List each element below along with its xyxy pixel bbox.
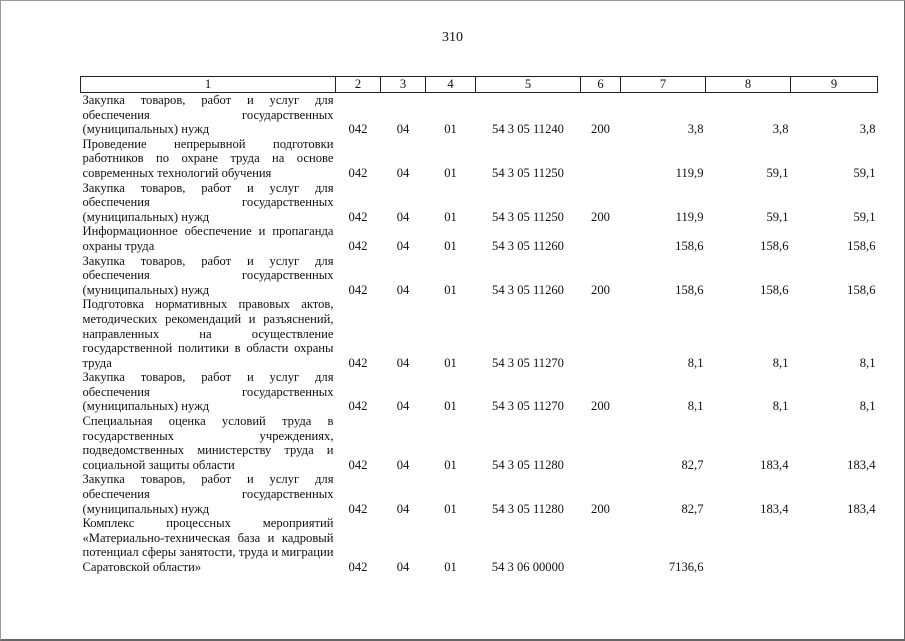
subsection-code: 01	[444, 238, 457, 253]
expense-type-code	[581, 414, 621, 472]
subsection-code: 01	[444, 122, 457, 137]
amount-col-7: 8,1	[687, 399, 704, 414]
expense-type-code	[581, 224, 621, 253]
section-code: 04	[396, 560, 410, 574]
table-row	[81, 181, 878, 225]
item-name: Закупка товаров, работ и услуг для обеспечения государственных (муниципальных) нужд	[82, 180, 334, 224]
section-code: 04	[396, 501, 410, 516]
amount-col-7: 158,6	[675, 238, 704, 253]
amount-col-8: 3,8	[772, 122, 789, 137]
target-article-code: 54 3 05 11260	[492, 238, 564, 253]
ministry-code: 042	[348, 399, 368, 414]
target-article-code: 54 3 05 11250	[492, 165, 564, 180]
target-article-code: 54 3 05 11270	[492, 399, 564, 414]
expense-type-code	[581, 516, 621, 574]
item-name: Информационное обеспечение и пропаганда охраны труда	[82, 224, 334, 253]
amount-col-9: 59,1	[853, 209, 876, 224]
amount-col-9: 3,8	[859, 122, 876, 137]
subsection-code: 01	[444, 399, 457, 414]
table-row	[81, 137, 878, 181]
table-row	[81, 516, 878, 574]
table-row	[81, 297, 878, 370]
expense-type-code: 200	[591, 399, 610, 414]
section-code: 04	[396, 238, 410, 253]
ministry-code: 042	[348, 209, 368, 224]
amount-col-8: 59,1	[766, 209, 789, 224]
amount-col-7: 158,6	[675, 282, 704, 297]
amount-col-7: 3,8	[687, 122, 704, 137]
subsection-code: 01	[444, 209, 457, 224]
ministry-code: 042	[348, 501, 368, 516]
amount-col-9: 183,4	[847, 501, 876, 516]
ministry-code: 042	[348, 457, 368, 472]
section-code: 04	[396, 122, 410, 137]
subsection-code: 01	[444, 457, 457, 472]
target-article-code: 54 3 05 11240	[492, 122, 564, 137]
amount-col-7: 82,7	[681, 457, 704, 472]
column-header: 2	[336, 77, 381, 93]
item-name: Закупка товаров, работ и услуг для обеспечения государственных (муниципальных) нужд	[82, 370, 334, 414]
target-article-code: 54 3 05 11270	[492, 355, 564, 370]
subsection-code: 01	[444, 282, 457, 297]
column-header: 1	[81, 77, 336, 93]
subsection-code: 01	[444, 165, 457, 180]
item-name: Проведение непрерывной подготовки работников по охране труда на основе современных технологий обучения	[82, 136, 334, 180]
table-row	[81, 472, 878, 516]
amount-col-8: 183,4	[760, 457, 789, 472]
amount-col-9: 158,6	[847, 238, 876, 253]
section-code: 04	[396, 282, 410, 297]
expense-type-code: 200	[591, 209, 610, 224]
expense-type-code	[581, 137, 621, 181]
amount-col-7: 82,7	[681, 501, 704, 516]
expense-type-code	[581, 297, 621, 370]
budget-table	[80, 76, 878, 575]
table-row	[81, 224, 878, 253]
amount-col-8: 8,1	[772, 399, 789, 414]
item-name: Закупка товаров, работ и услуг для обеспечения государственных (муниципальных) нужд	[82, 253, 334, 297]
target-article-code: 54 3 05 11280	[492, 457, 564, 472]
ministry-code: 042	[348, 355, 368, 370]
item-name: Специальная оценка условий труда в государственных учреждениях, подведомственных министерству труда и социальной защиты области	[82, 414, 334, 472]
target-article-code: 54 3 06 00000	[491, 560, 565, 574]
amount-col-9: 158,6	[847, 282, 876, 297]
header-row	[81, 77, 878, 93]
ministry-code: 042	[348, 238, 368, 253]
amount-col-8: 59,1	[766, 165, 789, 180]
section-code: 04	[396, 165, 410, 180]
amount-col-8: 158,6	[760, 282, 789, 297]
amount-col-9: 59,1	[853, 165, 876, 180]
amount-col-9: 8,1	[859, 399, 876, 414]
column-header: 7	[621, 77, 706, 93]
ministry-code: 042	[348, 122, 368, 137]
amount-col-9: 183,4	[847, 457, 876, 472]
section-code: 04	[396, 355, 410, 370]
amount-col-7: 7136,6	[668, 560, 704, 574]
target-article-code: 54 3 05 11260	[492, 282, 564, 297]
amount-col-7: 119,9	[675, 209, 704, 224]
expense-type-code: 200	[591, 122, 610, 137]
target-article-code: 54 3 05 11280	[492, 501, 564, 516]
column-header: 4	[426, 77, 476, 93]
ministry-code: 042	[348, 165, 368, 180]
amount-col-8: 8,1	[772, 355, 789, 370]
column-header: 9	[791, 77, 878, 93]
subsection-code: 01	[444, 560, 457, 574]
expense-type-code: 200	[591, 501, 610, 516]
item-name: Подготовка нормативных правовых актов, методических рекомендаций и разъяснений, направленных на осуществление государственной политики в области охраны труда	[82, 297, 334, 370]
table-row	[81, 254, 878, 298]
amount-col-7: 8,1	[687, 355, 704, 370]
section-code: 04	[396, 457, 410, 472]
item-name: Комплекс процессных мероприятий «Материально-техническая база и кадровый потенциал сферы занятости, труда и миграции Саратовской области»	[82, 516, 334, 574]
section-code: 04	[396, 209, 410, 224]
table-row	[81, 414, 878, 472]
table-row	[81, 93, 878, 137]
section-code: 04	[396, 399, 410, 414]
subsection-code: 01	[444, 355, 457, 370]
amount-col-8: 158,6	[760, 238, 789, 253]
amount-col-9: 8,1	[859, 355, 876, 370]
amount-col-8: 183,4	[760, 501, 789, 516]
expense-type-code: 200	[591, 282, 610, 297]
column-header: 3	[381, 77, 426, 93]
table-row	[81, 370, 878, 414]
ministry-code: 042	[348, 282, 368, 297]
amount-col-8	[706, 516, 791, 574]
item-name: Закупка товаров, работ и услуг для обеспечения государственных (муниципальных) нужд	[82, 472, 334, 516]
column-header: 8	[706, 77, 791, 93]
amount-col-9	[791, 516, 878, 574]
target-article-code: 54 3 05 11250	[492, 209, 564, 224]
column-header: 6	[581, 77, 621, 93]
amount-col-7: 119,9	[675, 165, 704, 180]
column-header: 5	[476, 77, 581, 93]
page-number: 310	[442, 30, 463, 45]
item-name: Закупка товаров, работ и услуг для обеспечения государственных (муниципальных) нужд	[82, 93, 334, 137]
subsection-code: 01	[444, 501, 457, 516]
ministry-code: 042	[348, 560, 368, 574]
